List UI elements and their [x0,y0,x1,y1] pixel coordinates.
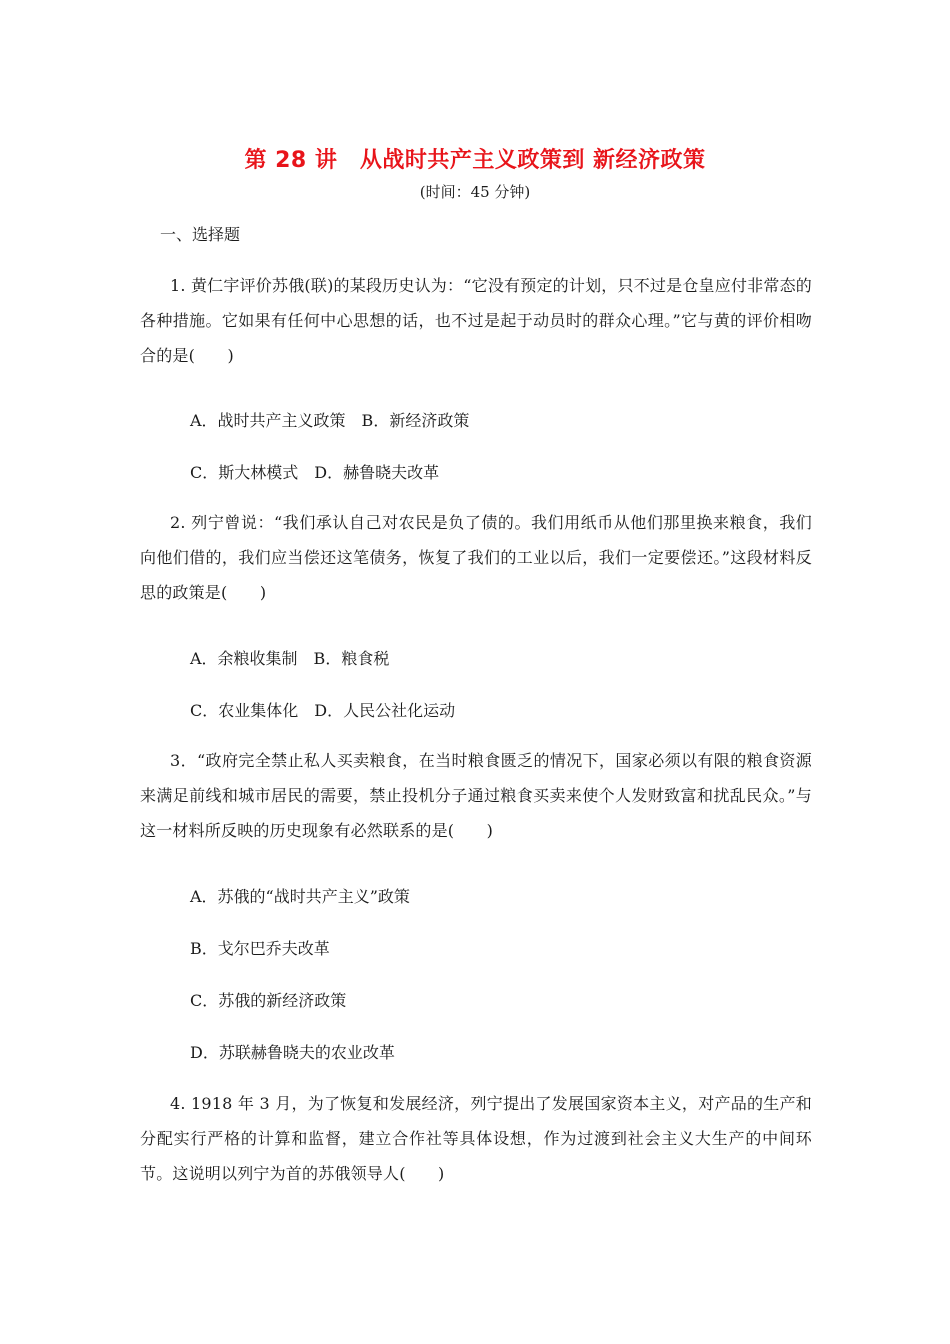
question-4-stem: 4. 1918 年 3 月，为了恢复和发展经济，列宁提出了发展国家资本主义，对产品的生产和分配实行严格的计算和监督，建立合作社等具体设想，作为过渡到社会主义大生产的中间环节。这说明以列宁为首的苏俄领导人( ) [140,1094,812,1183]
question-1-stem: 1. 黄仁宇评价苏俄(联)的某段历史认为：“它没有预定的计划，只不过是仓皇应付非常态的各种措施。它如果有任何中心思想的话，也不过是起于动员时的群众心理。”它与黄的评价相吻合的是( ) [140,276,812,365]
question-3-option-a: A．苏俄的“战时共产主义”政策 [190,887,410,906]
question-2-options-cd: C．农业集体化 D．人民公社化运动 [190,701,456,720]
question-3-stem: 3．“政府完全禁止私人买卖粮食，在当时粮食匮乏的情况下，国家必须以有限的粮食资源来满足前线和城市居民的需要，禁止投机分子通过粮食买卖来使个人发财致富和扰乱民众。”与这一材料所反映的历史现象有必然联系的是( ) [140,751,812,840]
section-heading: 一、选择题 [160,225,241,244]
question-2-options-ab: A．余粮收集制 B．粮食税 [190,649,390,668]
question-1-options-ab: A．战时共产主义政策 B．新经济政策 [190,411,470,430]
question-3-option-d: D．苏联赫鲁晓夫的农业改革 [190,1043,395,1062]
question-3-option-c: C．苏俄的新经济政策 [190,991,347,1010]
question-1-options-cd: C．斯大林模式 D．赫鲁晓夫改革 [190,463,440,482]
time-limit-subtitle: (时间：45 分钟) [419,183,531,201]
question-2-stem: 2. 列宁曾说：“我们承认自己对农民是负了债的。我们用纸币从他们那里换来粮食，我们向他们借的，我们应当偿还这笔债务，恢复了我们的工业以后，我们一定要偿还。”这段材料反思的政策是( ) [140,513,812,602]
question-3-option-b: B．戈尔巴乔夫改革 [190,939,330,958]
lesson-title: 第 28 讲 从战时共产主义政策到 新经济政策 [244,148,706,173]
